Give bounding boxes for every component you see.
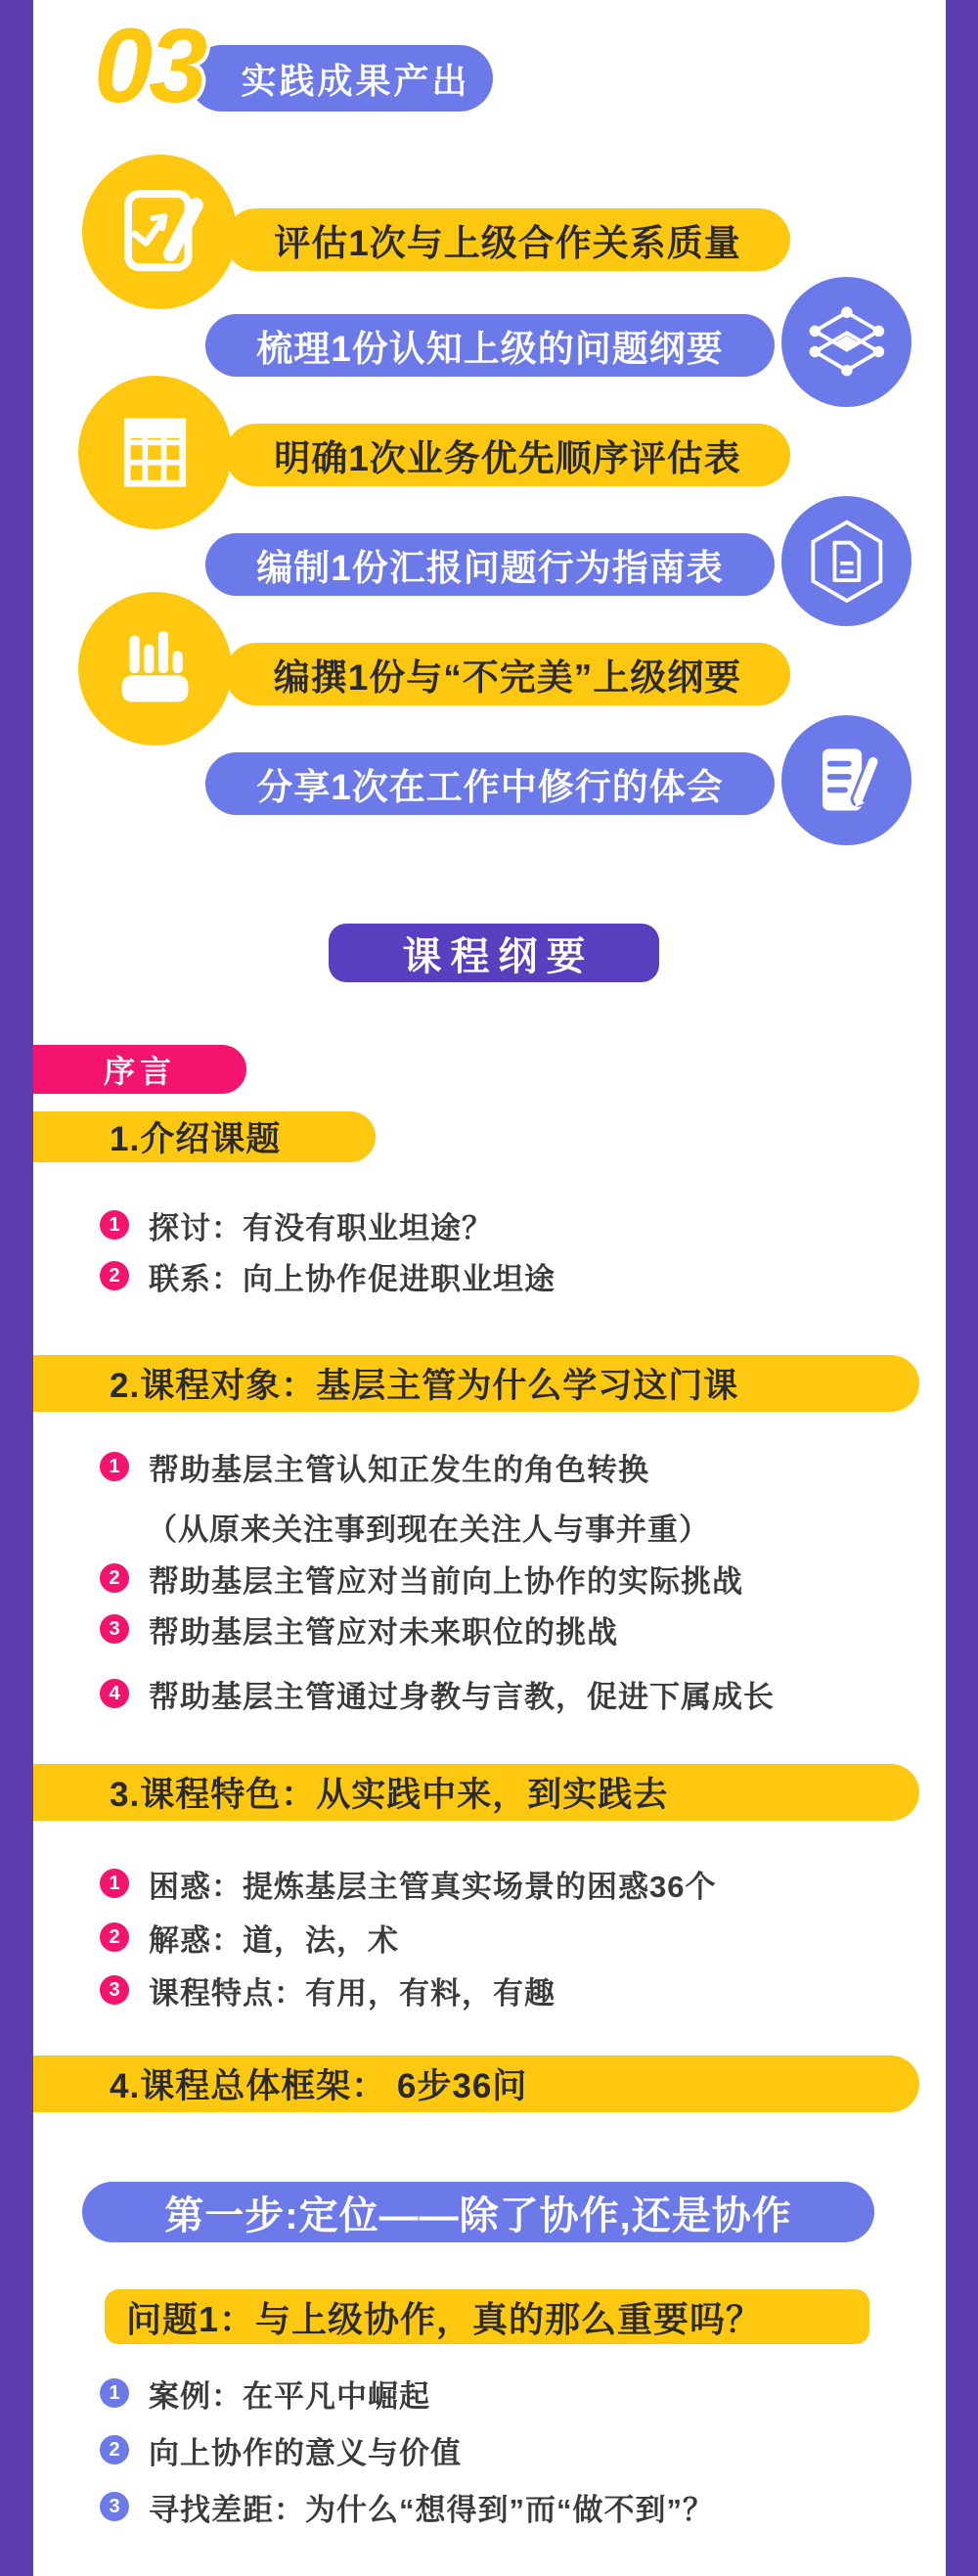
list-item	[100, 2432, 462, 2470]
list-item	[100, 1207, 493, 1243]
item-text: 课程特点：有用，有料，有趣	[149, 1975, 556, 2011]
memo-pen-icon	[781, 715, 911, 845]
list-item	[100, 1920, 399, 1958]
list-item	[100, 1866, 717, 1904]
list-item	[100, 2489, 714, 2527]
item-number-badge: 1	[100, 1452, 129, 1481]
item-number-badge: 3	[100, 1614, 129, 1644]
item-text: 帮助基层主管认知正发生的角色转换	[149, 1452, 649, 1487]
item-text: 解惑：道，法，术	[149, 1922, 399, 1958]
table-icon	[78, 376, 232, 529]
item-number-badge: 2	[100, 1563, 129, 1593]
output-pill-5	[225, 643, 790, 705]
item-text: 联系：向上协作促进职业坦途	[149, 1261, 556, 1296]
item-text: 帮助基层主管应对未来职位的挑战	[149, 1614, 618, 1650]
document-icon	[781, 496, 911, 626]
item-note: （从原来关注事到现在关注人与事并重）	[147, 1513, 710, 1547]
output-text-3: 明确1次业务优先顺序评估表	[274, 438, 741, 478]
output-text-1: 评估1次与上级合作关系质量	[274, 223, 741, 263]
question1-text: 问题1：与上级协作，真的那么重要吗？	[126, 2298, 763, 2339]
item-number-badge: 1	[100, 2378, 129, 2408]
bar-chart-icon	[78, 592, 232, 746]
pencil-trend-icon	[82, 155, 237, 309]
item-number-badge: 1	[100, 1210, 129, 1240]
list-item	[100, 1972, 556, 2011]
output-text-4: 编制1份汇报问题行为指南表	[256, 548, 724, 588]
list-item	[100, 1676, 775, 1714]
section3-title: 3.课程特色：从实践中来，到实践去	[110, 1776, 669, 1814]
item-text: 向上协作的意义与价值	[149, 2435, 462, 2470]
output-pill-2	[205, 314, 775, 377]
section1-title: 1.介绍课题	[110, 1120, 282, 1158]
question1-pill	[105, 2289, 869, 2344]
section-number: 03	[94, 6, 204, 124]
item-text: 探讨：有没有职业坦途？	[149, 1210, 493, 1245]
output-pill-6	[205, 752, 775, 815]
item-number-badge: 4	[100, 1679, 129, 1708]
section4-title-pill	[33, 2056, 919, 2112]
step1-title: 第一步:定位——除了协作,还是协作	[164, 2193, 792, 2237]
output-text-6: 分享1次在工作中修行的体会	[256, 767, 724, 807]
preface-label: 序言	[103, 1054, 176, 1089]
output-text-5: 编撰1份与“不完美”上级纲要	[273, 657, 742, 698]
list-item	[100, 1258, 556, 1296]
item-number-badge: 1	[100, 1869, 129, 1898]
left-border	[0, 0, 33, 2576]
item-text: 帮助基层主管通过身教与言教，促进下属成长	[149, 1679, 775, 1714]
output-pill-1	[225, 208, 790, 271]
right-border	[946, 0, 978, 2576]
outline-title: 课程纲要	[402, 934, 595, 978]
list-item	[100, 1560, 743, 1599]
output-pill-4	[205, 533, 775, 596]
list-item	[100, 2375, 430, 2414]
section-title-pill	[189, 45, 493, 112]
preface-label-pill	[33, 1045, 246, 1094]
section4-title: 4.课程总体框架： 6步36问	[110, 2067, 528, 2105]
output-text-2: 梳理1份认知上级的问题纲要	[256, 329, 724, 369]
network-icon	[781, 277, 911, 407]
item-text: 寻找差距：为什么“想得到”而“做不到”？	[149, 2492, 714, 2527]
item-number-badge: 2	[100, 1261, 129, 1290]
output-pill-3	[225, 424, 790, 486]
item-text: 困惑：提炼基层主管真实场景的困惑36个	[149, 1869, 717, 1904]
section2-title: 2.课程对象：基层主管为什么学习这门课	[110, 1367, 739, 1405]
item-number-badge: 2	[100, 1922, 129, 1952]
section-title: 实践成果产出	[241, 60, 470, 101]
item-text: 案例：在平凡中崛起	[149, 2378, 430, 2414]
section1-title-pill	[33, 1111, 376, 1162]
section2-title-pill	[33, 1355, 919, 1412]
list-item	[100, 1449, 649, 1487]
item-number-badge: 2	[100, 2435, 129, 2464]
item-number-badge: 3	[100, 1975, 129, 2005]
item-text: 帮助基层主管应对当前向上协作的实际挑战	[149, 1563, 743, 1599]
step1-title-pill	[82, 2182, 874, 2242]
list-item	[100, 1611, 618, 1650]
item-number-badge: 3	[100, 2492, 129, 2521]
outline-title-button	[329, 924, 659, 982]
section3-title-pill	[33, 1764, 919, 1821]
